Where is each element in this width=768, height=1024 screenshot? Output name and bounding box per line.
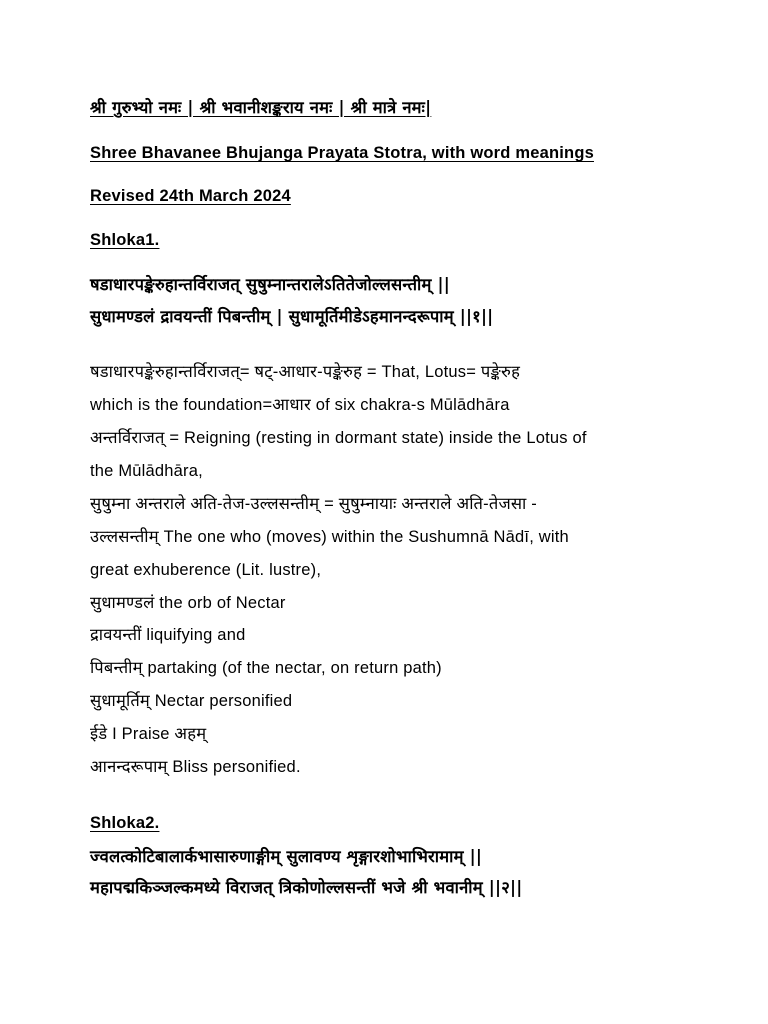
shloka1-verse-line2: सुधामण्डलं द्रावयन्तीं पिबन्तीम् | सुधामूर्तिमीडेऽहमानन्दरूपाम् ||१||	[90, 307, 494, 326]
meaning-line: सुधामण्डलं the orb of Nectar	[90, 594, 286, 612]
meaning-line: षडाधारपङ्केरुहान्तर्विराजत्= षट्-आधार-पङ्केरुह = That, Lotus= पङ्केरुह	[90, 363, 521, 381]
meaning-line: which is the foundation=आधार of six chakra-s Mūlādhāra	[90, 396, 510, 414]
invocation-line: श्री गुरुभ्यो नमः | श्री भवानीशङ्कराय नमः | श्री मात्रे नमः|	[90, 98, 432, 117]
revision-date: Revised 24th March 2024	[90, 187, 291, 205]
meaning-line: आनन्दरूपाम् Bliss personified.	[90, 758, 301, 776]
meaning-line: great exhuberence (Lit. lustre),	[90, 561, 322, 579]
shloka1-heading: Shloka1.	[90, 231, 160, 249]
shloka2-heading: Shloka2.	[90, 814, 160, 832]
meaning-line: उल्लसन्तीम् The one who (moves) within the Sushumnā Nādī, with	[90, 528, 569, 546]
meaning-line: पिबन्तीम् partaking (of the nectar, on return path)	[90, 659, 442, 677]
shloka1-verse-line1: षडाधारपङ्केरुहान्तर्विराजत् सुषुम्नान्तरालेऽतितेजोल्लसन्तीम् ||	[90, 275, 450, 294]
meaning-line: द्रावयन्तीं liquifying and	[90, 626, 246, 644]
shloka2-verse-line2: महापद्मकिञ्जल्कमध्ये विराजत् त्रिकोणोल्लसन्तीं भजे श्री भवानीम् ||२||	[90, 878, 523, 897]
meaning-line: the Mūlādhāra,	[90, 462, 203, 480]
meaning-line: सुधामूर्तिम् Nectar personified	[90, 692, 293, 710]
document-title: Shree Bhavanee Bhujanga Prayata Stotra, with word meanings	[90, 144, 594, 162]
meaning-line: सुषुम्ना अन्तराले अति-तेज-उल्लसन्तीम् = सुषुम्नायाः अन्तराले अति-तेजसा -	[90, 495, 537, 513]
meaning-line: अन्तर्विराजत् = Reigning (resting in dormant state) inside the Lotus of	[90, 429, 587, 447]
meaning-line: ईडे I Praise अहम्	[90, 725, 207, 743]
shloka2-verse-line1: ज्वलत्कोटिबालार्कभासारुणाङ्गीम् सुलावण्य शृङ्गारशोभाभिरामाम् ||	[90, 847, 483, 866]
